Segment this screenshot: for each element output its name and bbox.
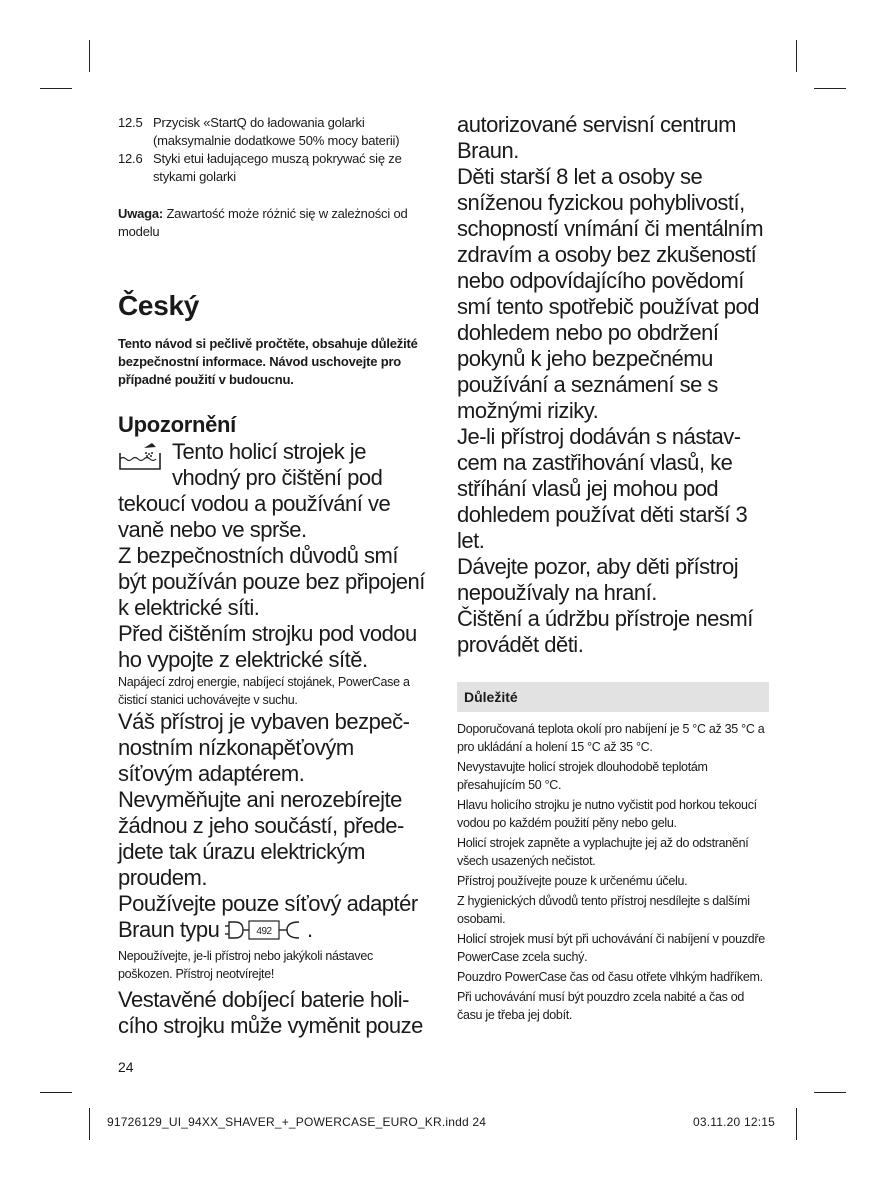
note-label: Uwaga:	[118, 206, 164, 221]
paragraph: Nevyměňujte ani nerozebírejte žádnou z jeho součástí, přede-jdete tak úrazu elektrickým proudem.	[118, 787, 404, 890]
list-item: Doporučovaná teplota okolí pro nabíjení je 5 °C až 35 °C a pro ukládání a holení 15 °C až 35 °C.	[457, 722, 765, 754]
paragraph: Čištění a údržbu přístroje nesmí provádět děti.	[457, 606, 753, 657]
page-number: 24	[118, 1059, 134, 1075]
list-item: Hlavu holicího strojku je nutno vyčistit pod horkou tekoucí vodou po každém použití pěny nebo gelu.	[457, 798, 757, 830]
list-text: Styki etui ładującego muszą pokrywać się ze stykami golarki	[153, 151, 402, 184]
list-item	[118, 150, 430, 186]
list-text: Przycisk «StartQ do ładowania golarki (maksymalnie dodatkowe 50% mocy baterii)	[153, 115, 400, 148]
crop-mark	[40, 1092, 72, 1093]
footer-file: 91726129_UI_94XX_SHAVER_+_POWERCASE_EURO_KR.indd 24	[107, 1115, 487, 1129]
paragraph: Z bezpečnostních důvodů smí být používán pouze bez připojení k elektrické síti.	[118, 543, 425, 620]
left-column	[118, 114, 430, 1039]
shower-text-b: vhodný pro čištění pod	[172, 465, 383, 490]
crop-mark	[40, 88, 72, 89]
shower-icon	[118, 441, 162, 471]
list-item: Z hygienických důvodů tento přístroj nesdílejte s dalšími osobami.	[457, 894, 750, 926]
crop-mark	[814, 1092, 846, 1093]
paragraph: Děti starší 8 let a osoby se sníženou fyzickou pohyblivostí, schopností vnímání či mentálním zdravím a osoby bez zkušeností nebo odpovídajícího povědomí smí tento spotřebič používat pod dohledem nebo po obdržení pokynů k jeho bezpečnému používání a seznámení se s možnými riziky.	[457, 164, 764, 423]
list-item: Holicí strojek zapněte a vyplachujte jej až do odstranění všech usazených nečistot.	[457, 836, 749, 868]
list-item: Holicí strojek musí být při uchovávání či nabíjení v pouzdře PowerCase zcela suchý.	[457, 932, 765, 964]
important-header	[457, 682, 769, 712]
crop-mark	[89, 40, 90, 72]
paragraph: Dávejte pozor, aby děti přístroj nepoužívaly na hraní.	[457, 554, 739, 605]
adapter-symbol-icon	[225, 919, 307, 941]
paragraph: Váš přístroj je vybaven bezpeč-nostním nízkonapěťovým síťovým adaptérem.	[118, 709, 410, 786]
adapter-paragraph	[118, 891, 430, 943]
note	[118, 205, 430, 241]
crop-mark	[89, 1108, 90, 1140]
paragraph: Před čištěním strojku pod vodou ho vypojte z elektrické sítě.	[118, 621, 417, 672]
warning-heading: Upozornění	[118, 412, 236, 437]
list-number: 12.5	[118, 115, 143, 130]
adapter-text-end: .	[307, 917, 313, 942]
list-item: Pouzdro PowerCase čas od času otřete vlhkým hadříkem.	[457, 970, 763, 984]
section-title: Český	[118, 290, 200, 321]
small-note: Nepoužívejte, je-li přístroj nebo jakýkoli nástavec poškozen. Přístroj neotvírejte!	[118, 949, 373, 981]
intro-text: Tento návod si pečlivě pročtěte, obsahuje důležité bezpečnostní informace. Návod uschovejte pro případné použití v budoucnu.	[118, 336, 418, 387]
crop-mark	[796, 40, 797, 72]
small-note: Napájecí zdroj energie, nabíjecí stojánek, PowerCase a čisticí stanici uchovávejte v suchu.	[118, 675, 410, 707]
list-item	[118, 114, 430, 150]
footer-date: 03.11.20 12:15	[693, 1115, 775, 1129]
paragraph: Vestavěné dobíjecí baterie holi-cího strojku může vyměnit pouze	[118, 987, 423, 1038]
adapter-text-a: Používejte pouze síťový adaptér	[118, 891, 418, 916]
list-item: Nevystavujte holicí strojek dlouhodobě teplotám přesahujícím 50 °C.	[457, 760, 708, 792]
important-list	[457, 720, 769, 1024]
shower-text-c: tekoucí vodou a používání ve vaně nebo ve sprše.	[118, 491, 391, 542]
right-column	[457, 112, 769, 1026]
adapter-text-b: Braun typu	[118, 917, 220, 942]
shower-paragraph	[118, 439, 430, 543]
paragraph: autorizované servisní centrum Braun.	[457, 112, 736, 163]
adapter-code: 492	[256, 926, 272, 937]
paragraph: Je-li přístroj dodáván s nástav-cem na zastřihování vlasů, ke stříhání vlasů jej mohou pod dohledem používat děti starší 3 let.	[457, 424, 748, 553]
note-text: Zawartość może różnić się w zależności od modelu	[118, 206, 408, 239]
crop-mark	[796, 1108, 797, 1140]
list-item: Při uchovávání musí být pouzdro zcela nabité a čas od času je třeba jej dobít.	[457, 990, 745, 1022]
list-item: Přístroj používejte pouze k určenému účelu.	[457, 874, 688, 888]
shower-text-a: Tento holicí strojek je	[172, 439, 366, 464]
important-title: Důležité	[464, 689, 518, 705]
list-number: 12.6	[118, 151, 143, 166]
crop-mark	[814, 88, 846, 89]
